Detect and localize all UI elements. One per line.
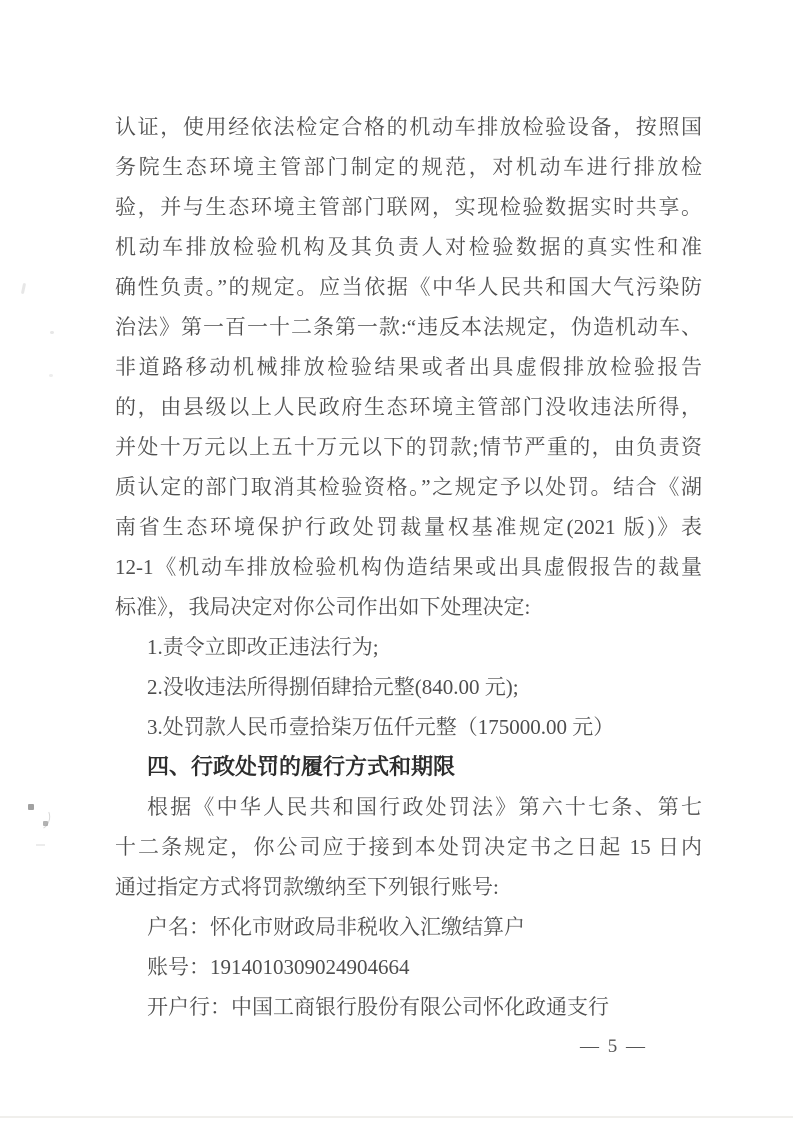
scan-artifact <box>36 844 45 846</box>
decision-item-3: 3.处罚款人民币壹拾柒万伍仟元整（175000.00 元） <box>147 715 615 739</box>
scan-artifact <box>28 804 34 810</box>
body-text-line: 南省生态环境保护行政处罚裁量权基准规定(2021 版)》表 <box>115 515 702 539</box>
body-text-line: 治法》第一百一十二条第一款:“违反本法规定，伪造机动车、 <box>115 315 702 339</box>
body-text-line: 并处十万元以上五十万元以下的罚款;情节严重的，由负责资 <box>115 435 702 459</box>
document-body <box>115 107 702 1067</box>
scan-artifact <box>43 821 48 826</box>
page-number: — 5 — <box>580 1036 647 1057</box>
account-holder-line: 户名：怀化市财政局非税收入汇缴结算户 <box>147 915 525 939</box>
decision-item-2: 2.没收违法所得捌佰肆拾元整(840.00 元); <box>147 675 519 699</box>
scan-artifact <box>27 803 53 832</box>
scan-artifact <box>50 331 54 334</box>
body-text-line: 非道路移动机械排放检验结果或者出具虚假排放检验报告 <box>115 355 702 379</box>
scan-page-edge <box>0 1116 793 1118</box>
body-text-line: 标准》，我局决定对你公司作出如下处理决定: <box>115 595 531 619</box>
body-text-line: 的，由县级以上人民政府生态环境主管部门没收违法所得， <box>115 395 702 419</box>
scan-artifact <box>21 283 26 294</box>
body-text-line: 通过指定方式将罚款缴纳至下列银行账号: <box>115 875 499 899</box>
section-heading: 四、行政处罚的履行方式和期限 <box>147 754 456 779</box>
decision-item-1: 1.责令立即改正违法行为; <box>147 635 379 659</box>
body-text-line: 12-1《机动车排放检验机构伪造结果或出具虚假报告的裁量 <box>115 555 702 579</box>
body-text-line: 验，并与生态环境主管部门联网，实现检验数据实时共享。 <box>115 195 702 219</box>
body-text-line: 机动车排放检验机构及其负责人对检验数据的真实性和准 <box>115 235 702 259</box>
body-text-line: 务院生态环境主管部门制定的规范，对机动车进行排放检 <box>115 155 702 179</box>
account-number-line: 账号：1914010309024904664 <box>147 955 410 979</box>
bank-branch-line: 开户行：中国工商银行股份有限公司怀化政通支行 <box>147 995 609 1019</box>
scan-artifact <box>49 374 53 377</box>
body-text-line: 根据《中华人民共和国行政处罚法》第六十七条、第七 <box>147 795 702 819</box>
body-text-line: 认证，使用经依法检定合格的机动车排放检验设备，按照国 <box>115 115 702 139</box>
body-text-line: 质认定的部门取消其检验资格。”之规定予以处罚。结合《湖 <box>115 475 702 499</box>
body-text-line: 十二条规定，你公司应于接到本处罚决定书之日起 15 日内 <box>115 835 702 859</box>
body-text-line: 确性负责。”的规定。应当依据《中华人民共和国大气污染防 <box>115 275 702 299</box>
